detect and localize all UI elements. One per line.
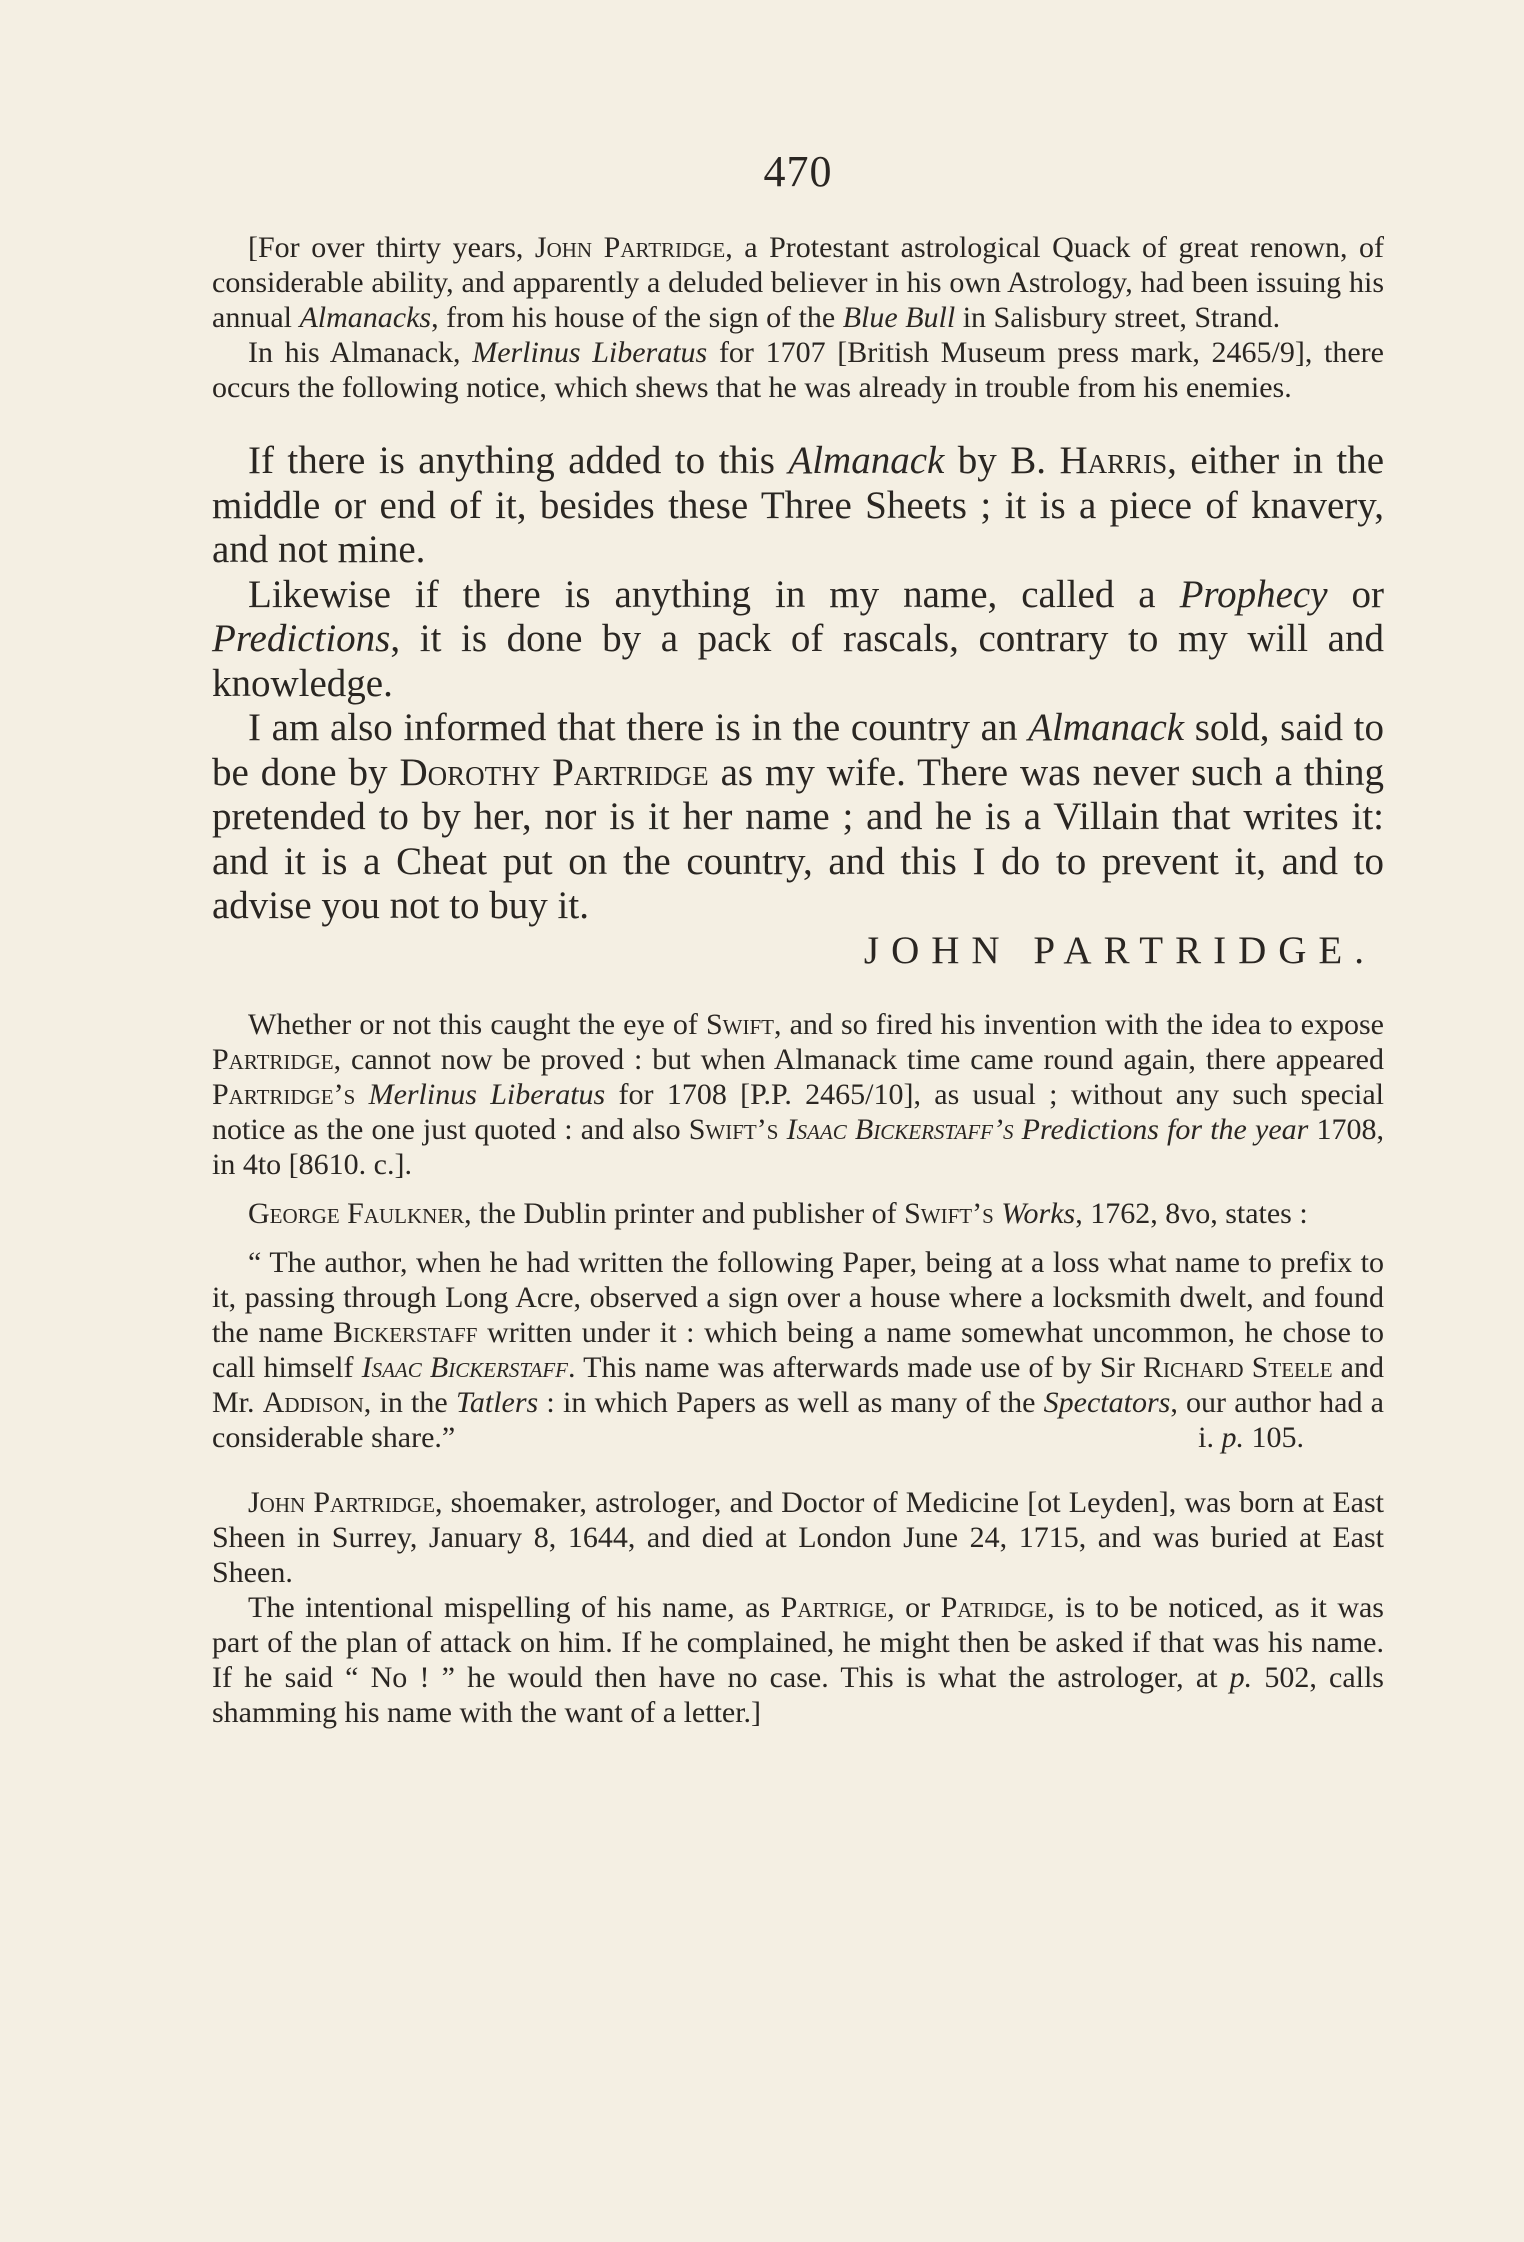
text: as my wife. There was never such a thing pretended to by her, nor is it her name ; and he is a Villain that writes it: and it is a Cheat put on the country, and this I do to prevent it, and to advise you not to buy it. [212,750,1384,927]
text: , from his house of the sign of the [431,301,843,334]
name-partrige: Partrige [780,1591,888,1624]
text: , a Protestant astrological Quack of great renown, of considerable ability, and apparently a deluded believer in his own Astrology, had been issuing his annual [212,231,1384,334]
text: i. [1198,1421,1222,1454]
title-merlinus-liberatus: Merlinus Liberatus [368,1078,606,1111]
intro-paragraph-1 [212,230,1384,335]
text [1014,1113,1022,1146]
name-partridge: Partridge [212,1043,334,1076]
text: for 1708 [P.P. 2465/10], as usual ; without any such special notice as the one just quoted : and also [212,1078,1384,1146]
name-dorothy-partridge: Dorothy Partridge [399,750,709,794]
text: by B. [944,439,1060,482]
sign-blue-bull: Blue Bull [842,301,956,334]
name-harris: Harris [1059,439,1168,482]
body-paragraph-1 [212,1007,1384,1182]
body-paragraph-4 [212,1485,1384,1590]
partridge-notice [212,439,1384,973]
name-isaac-bickerstaffs: Isaac Bickerstaff’s [786,1113,1014,1146]
text: , or [887,1591,941,1624]
text: If there is anything added to this [248,439,789,482]
title-almanack: Almanack [1028,706,1185,749]
title-predictions: Predictions [212,617,391,660]
name-john-partridge: John Partridge [534,231,726,264]
title-spectators: Spectators [1043,1386,1171,1419]
citation [1162,1420,1384,1455]
title-tatlers: Tatlers [455,1386,539,1419]
text: , either in the middle or end of it, besides these Three Sheets ; it is a piece of knavery, and not mine. [212,439,1385,571]
text: In his Almanack, [248,336,473,369]
text: , and so fired his invention with the idea to expose [773,1008,1384,1041]
notice-paragraph-1 [212,439,1384,573]
text: , shoemaker, astrologer, and Doctor of Medicine [ot Leyden], was born at East Sheen in Surrey, January 8, 1644, and died at London June 24, 1715, and was buried at East Sheen. [212,1486,1384,1589]
document-page [212,147,1385,1730]
text: sold, said to be done by [212,706,1385,794]
text: , 1762, 8vo, states : [1075,1197,1308,1230]
name-patridge: Patridge [940,1591,1048,1624]
name-george-faulkner: George Faulkner [248,1197,465,1230]
title-almanacks: Almanacks [299,301,432,334]
text: I am also informed that there is in the country an [248,706,1029,749]
text: [For over thirty years, [248,231,535,264]
name-isaac-bickerstaff: Isaac Bickerstaff [361,1351,569,1384]
name-swift: Swift [705,1008,774,1041]
text: 105. [1244,1421,1304,1454]
title-merlinus-liberatus: Merlinus Liberatus [472,336,708,369]
name-bickerstaff: Bickerstaff [333,1316,478,1349]
page-abbrev: p. [1229,1661,1253,1694]
name-addison: Addison [262,1386,364,1419]
title-prophecy: Prophecy [1179,572,1328,616]
title-almanack: Almanack [788,439,945,482]
notice-paragraph-2 [212,573,1384,707]
text: The intentional mispelling of his name, as [248,1591,781,1624]
title-works: Works [1001,1197,1076,1230]
text: 1708, in 4to [8610. c.]. [212,1113,1385,1181]
intro-paragraph-2 [212,335,1384,405]
name-swifts: Swift’s [904,1197,994,1230]
text: “ The author, when he had written the following Paper, being at a loss what name to prefix to it, passing through Long Acre, observed a sign over a house where a locksmith dwelt, and found the name [212,1246,1384,1349]
name-richard-steele: Richard Steele [1143,1351,1333,1384]
text [778,1113,786,1146]
text: , is to be noticed, as it was part of the plan of attack on him. If he complained, he might then be asked if that was his name. If he said “ No ! ” he would then have no case. This is what the astrologer, at [212,1591,1384,1694]
text: 502, calls shamming his name with the want of a letter.] [212,1661,1384,1729]
text: written under it : which being a name somewhat uncommon, he chose to call himself [212,1316,1384,1384]
text: Whether or not this caught the eye of [248,1008,706,1041]
text: and Mr. [212,1351,1385,1419]
body-paragraph-3 [212,1245,1384,1455]
page-number: 470 [763,147,833,196]
page-abbrev: p. [1221,1421,1244,1454]
text: , cannot now be proved : but when Almanack time came round again, there appeared [333,1043,1384,1076]
name-partridges: Partridge’s [212,1078,356,1111]
body-paragraph-5 [212,1590,1384,1730]
signature: JOHN PARTRIDGE. [863,928,1376,972]
text: , the Dublin printer and publisher of [464,1197,905,1230]
text: in Salisbury street, Strand. [955,301,1281,334]
title-predictions-for-the-year: Predictions for the year [1021,1113,1309,1146]
text: Likewise if there is anything in my name, called a [248,572,1180,616]
name-john-partridge: John Partridge [248,1486,435,1519]
text: for 1707 [British Museum press mark, 2465/9], there occurs the following notice, which shews that he was already in trouble from his enemies. [212,336,1384,404]
body-paragraph-2 [212,1196,1384,1231]
text [355,1078,368,1111]
text: or [1327,572,1384,616]
name-swifts: Swift’s [688,1113,779,1146]
text: : in which Papers as well as many of the [538,1386,1044,1419]
text: , it is done by a pack of rascals, contrary to my will and knowledge. [212,617,1384,705]
notice-paragraph-3 [212,706,1384,929]
text: , in the [363,1386,456,1419]
text: . This name was afterwards made use of by Sir [568,1351,1144,1384]
text: , our author had a considerable share.” [212,1386,1385,1454]
